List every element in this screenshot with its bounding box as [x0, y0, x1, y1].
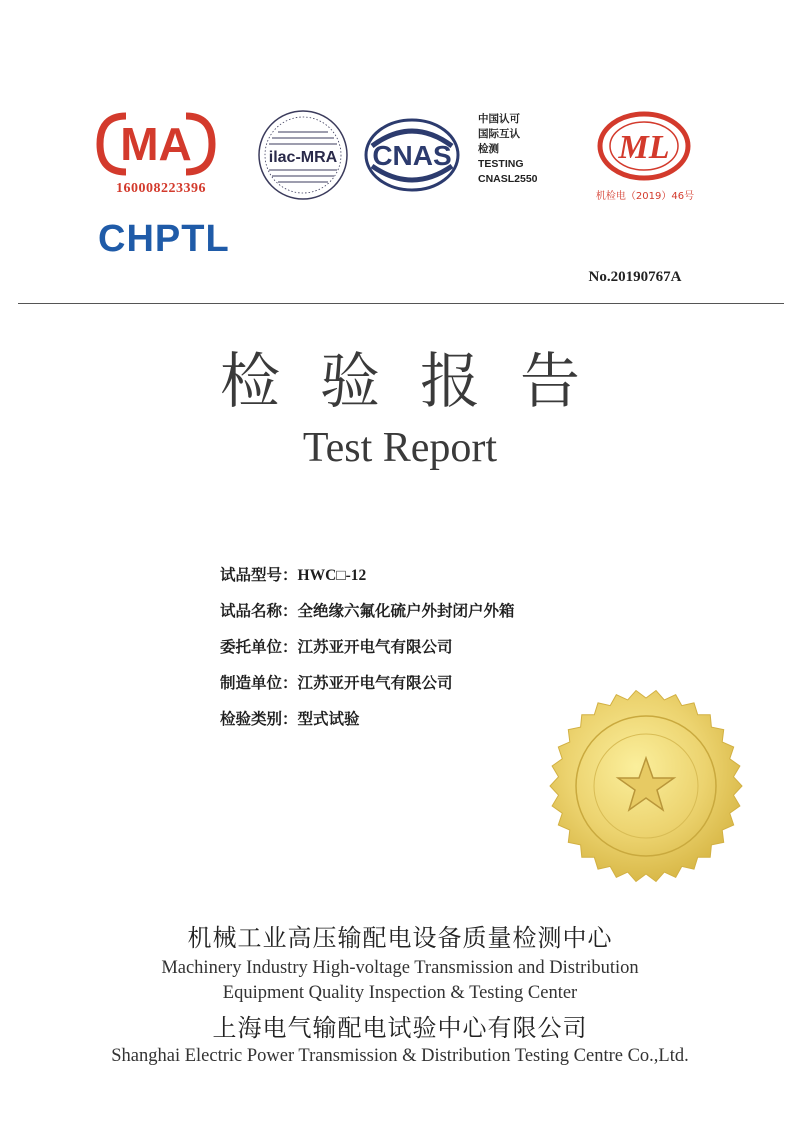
divider	[18, 303, 784, 304]
field-label: 试品名称：	[220, 602, 298, 620]
field-value: 江苏亚开电气有限公司	[297, 638, 453, 656]
field-name	[220, 598, 515, 634]
ml-logo	[596, 110, 692, 182]
field-test-type	[220, 706, 515, 742]
field-label: 委托单位：	[220, 638, 298, 656]
field-value: 型式试验	[297, 710, 360, 728]
title-english: Test Report	[302, 425, 498, 471]
ml-logo-text: ML	[618, 129, 670, 166]
report-number: No.20190767A	[588, 269, 682, 285]
field-manufacturer	[220, 670, 515, 706]
field-model	[220, 562, 515, 598]
field-value: HWC□-12	[297, 567, 367, 584]
title-chinese: 检验报告	[220, 347, 620, 417]
report-fields	[220, 562, 515, 742]
cma-number: 160008223396	[116, 181, 206, 196]
cma-logo-text: MA	[120, 118, 192, 170]
org-name-chinese: 机械工业高压输配电设备质量检测中心	[187, 924, 613, 952]
field-label: 试品型号：	[220, 566, 298, 584]
company-name-english: Shanghai Electric Power Transmission & Distribution Testing Centre Co.,Ltd.	[111, 1046, 689, 1066]
org-name-english-line2: Equipment Quality Inspection & Testing Center	[222, 983, 578, 1003]
ml-caption: 机检电（2019）46号	[595, 191, 695, 202]
ilac-mra-logo	[256, 108, 350, 202]
org-name-english-line1: Machinery Industry High-voltage Transmission and Distribution	[161, 958, 639, 978]
field-value: 全绝缘六氟化硫户外封闭户外箱	[297, 602, 515, 620]
cnas-logo	[362, 116, 462, 194]
chptl-logo: CHPTL	[98, 218, 230, 260]
cnas-line: TESTING	[478, 158, 524, 170]
cnas-line: 中国认可	[478, 113, 520, 125]
ilac-mra-text: ilac-MRA	[268, 149, 338, 166]
gold-seal-icon	[548, 688, 744, 884]
cnas-logo-text: CNAS	[372, 140, 452, 171]
cnas-line: CNASL2550	[478, 173, 538, 185]
field-value: 江苏亚开电气有限公司	[297, 674, 453, 692]
cnas-line: 国际互认	[478, 128, 520, 140]
field-label: 检验类别：	[220, 710, 298, 728]
company-name-chinese: 上海电气输配电试验中心有限公司	[212, 1014, 588, 1042]
cnas-line: 检测	[478, 143, 499, 155]
cnas-accreditation-text	[478, 112, 538, 187]
field-client	[220, 634, 515, 670]
field-label: 制造单位：	[220, 674, 298, 692]
cma-logo	[96, 108, 216, 180]
